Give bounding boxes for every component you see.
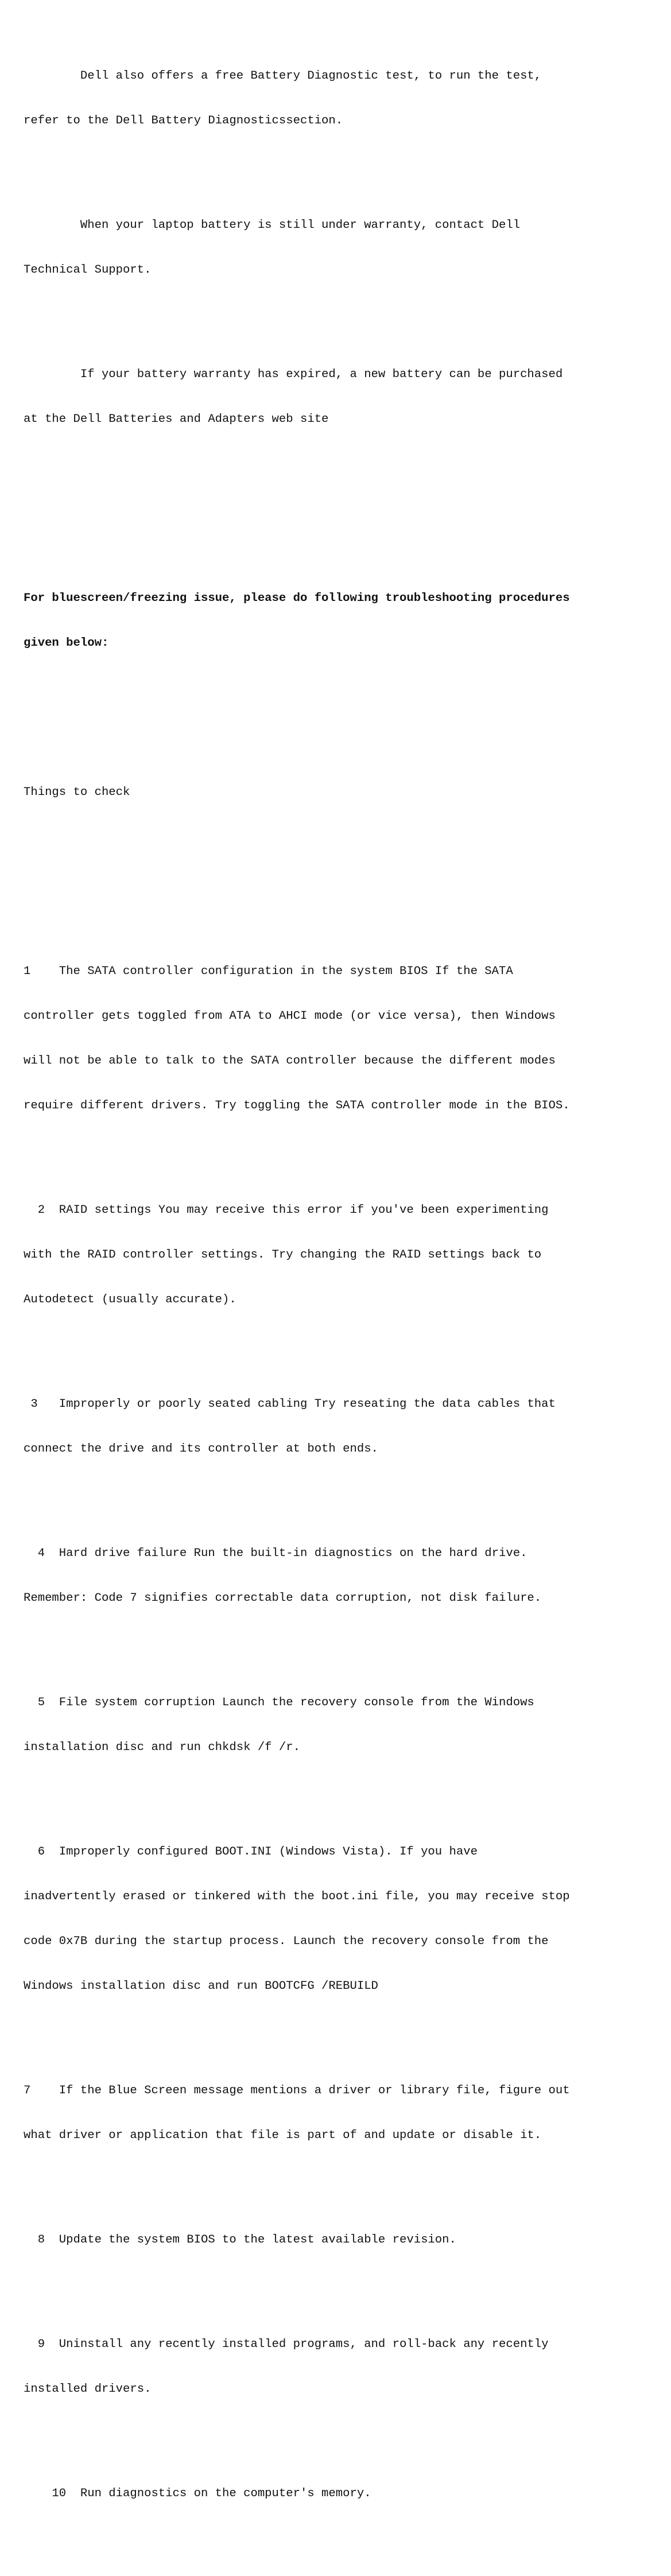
list-item bbox=[24, 1367, 666, 1487]
document-body bbox=[24, 9, 666, 2576]
text-line: 5 File system corruption Launch the recovery console from the Windows bbox=[24, 1696, 534, 1709]
text-line: installation disc and run chkdsk /f /r. bbox=[24, 1741, 300, 1754]
text-line: require different drivers. Try toggling the SATA controller mode in the BIOS. bbox=[24, 1099, 570, 1112]
text-line: When your laptop battery is still under warranty, contact Dell bbox=[24, 219, 521, 232]
checklist bbox=[24, 905, 666, 2561]
blank-line bbox=[24, 502, 666, 517]
section-heading bbox=[24, 561, 666, 681]
blank-line bbox=[24, 845, 666, 860]
text-line: Technical Support. bbox=[24, 263, 152, 277]
heading-line: given below: bbox=[24, 637, 109, 650]
list-item bbox=[24, 1666, 666, 1785]
text-line: controller gets toggled from ATA to AHCI mode (or vice versa), then Windows bbox=[24, 1010, 556, 1023]
text-line: Remember: Code 7 signifies correctable data corruption, not disk failure. bbox=[24, 1592, 542, 1605]
text-line: 7 If the Blue Screen message mentions a driver or library file, figure out bbox=[24, 2084, 570, 2097]
text-line: with the RAID controller settings. Try changing the RAID settings back to bbox=[24, 1248, 542, 1262]
list-item bbox=[24, 2054, 666, 2173]
text-line: 1 The SATA controller configuration in the system BIOS If the SATA bbox=[24, 965, 513, 978]
text-line: at the Dell Batteries and Adapters web site bbox=[24, 413, 329, 426]
heading-line: For bluescreen/freezing issue, please do following troubleshooting procedures bbox=[24, 592, 570, 605]
list-item bbox=[24, 2307, 666, 2427]
list-item bbox=[24, 1173, 666, 1337]
text-line: Windows installation disc and run BOOTCFG /REBUILD bbox=[24, 1980, 378, 1993]
text-line: 9 Uninstall any recently installed programs, and roll-back any recently bbox=[24, 2338, 549, 2351]
things-to-check-label: Things to check bbox=[24, 786, 130, 799]
text-line: code 0x7B during the startup process. Launch the recovery console from the bbox=[24, 1935, 549, 1948]
text-line: 6 Improperly configured BOOT.INI (Windows Vista). If you have bbox=[24, 1845, 478, 1859]
text-line: installed drivers. bbox=[24, 2383, 152, 2396]
list-item bbox=[24, 2203, 666, 2278]
list-item bbox=[24, 2457, 666, 2531]
list-item bbox=[24, 1815, 666, 2024]
intro-battery-diagnostic bbox=[24, 39, 666, 158]
text-line: Autodetect (usually accurate). bbox=[24, 1293, 236, 1306]
intro-expired-warranty bbox=[24, 337, 666, 457]
list-item bbox=[24, 934, 666, 1143]
text-line: what driver or application that file is part of and update or disable it. bbox=[24, 2129, 542, 2142]
text-line: 3 Improperly or poorly seated cabling Try reseating the data cables that bbox=[24, 1398, 556, 1411]
text-line: connect the drive and its controller at both ends. bbox=[24, 1442, 378, 1456]
text-line: inadvertently erased or tinkered with the boot.ini file, you may receive stop bbox=[24, 1890, 570, 1903]
text-line: 2 RAID settings You may receive this error if you've been experimenting bbox=[24, 1204, 549, 1217]
text-line: If your battery warranty has expired, a new battery can be purchased bbox=[24, 368, 563, 381]
text-line: 8 Update the system BIOS to the latest available revision. bbox=[24, 2233, 456, 2247]
text-line: refer to the Dell Battery Diagnosticssection. bbox=[24, 114, 343, 127]
text-line: 10 Run diagnostics on the computer's memory. bbox=[24, 2487, 371, 2500]
list-item bbox=[24, 1516, 666, 1636]
text-line: Dell also offers a free Battery Diagnostic test, to run the test, bbox=[24, 69, 542, 83]
intro-warranty bbox=[24, 188, 666, 308]
text-line: will not be able to talk to the SATA controller because the different modes bbox=[24, 1054, 556, 1068]
text-line: 4 Hard drive failure Run the built-in diagnostics on the hard drive. bbox=[24, 1547, 528, 1560]
blank-line bbox=[24, 726, 666, 740]
